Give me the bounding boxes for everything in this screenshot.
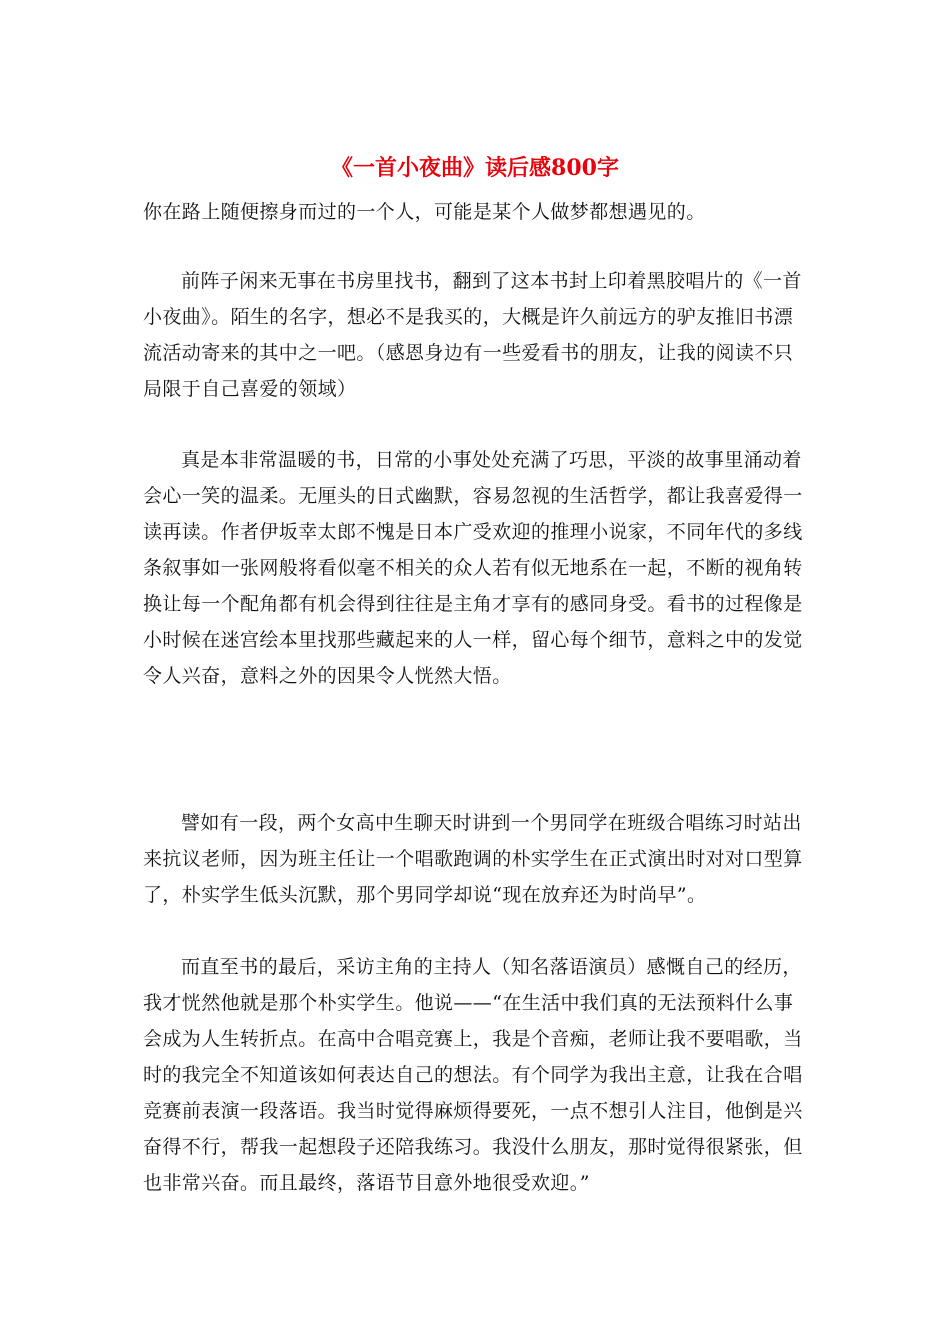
- lead-sentence: 你在路上随便擦身而过的一个人，可能是某个人做梦都想遇见的。: [143, 201, 706, 223]
- document-title: 《一首小夜曲》读后感800字: [331, 155, 619, 181]
- paragraph-3: 譬如有一段，两个女高中生聊天时讲到一个男同学在班级合唱练习时站出来抗议老师，因为班主任让一个唱歌跑调的朴实学生在正式演出时对对口型算了，朴实学生低头沉默，那个男同学却说“现在放弃还为时尚早”。: [143, 812, 803, 906]
- paragraph-4: 而直至书的最后，采访主角的主持人（知名落语演员）感慨自己的经历，我才恍然他就是那个朴实学生。他说——“在生活中我们真的无法预料什么事会成为人生转折点。在高中合唱竞赛上，我是个音痴，老师让我不要唱歌，当时的我完全不知道该如何表达自己的想法。有个同学为我出主意，让我在合唱竞赛前表演一段落语。我当时觉得麻烦得要死，一点不想引人注目，他倒是兴奋得不行，帮我一起想段子还陪我练习。我没什么朋友，那时觉得很紧张，但也非常兴奋。而且最终，落语节目意外地很受欢迎。”: [143, 956, 803, 1194]
- paragraph-1: 前阵子闲来无事在书房里找书，翻到了这本书封上印着黑胶唱片的《一首小夜曲》。陌生的名字，想必不是我买的，大概是许久前远方的驴友推旧书漂流活动寄来的其中之一吧。（感恩身边有一些爱看书的朋友，让我的阅读不只局限于自己喜爱的领域）: [143, 270, 802, 400]
- paragraph-2: 真是本非常温暖的书，日常的小事处处充满了巧思，平淡的故事里涌动着会心一笑的温柔。无厘头的日式幽默，容易忽视的生活哲学，都让我喜爱得一读再读。作者伊坂幸太郎不愧是日本广受欢迎的推理小说家，不同年代的多线条叙事如一张网般将看似毫不相关的众人若有似无地系在一起，不断的视角转换让每一个配角都有机会得到往往是主角才享有的感同身受。看书的过程像是小时候在迷宫绘本里找那些藏起来的人一样，留心每个细节，意料之中的发觉令人兴奋，意料之外的因果令人恍然大悟。: [143, 449, 803, 687]
